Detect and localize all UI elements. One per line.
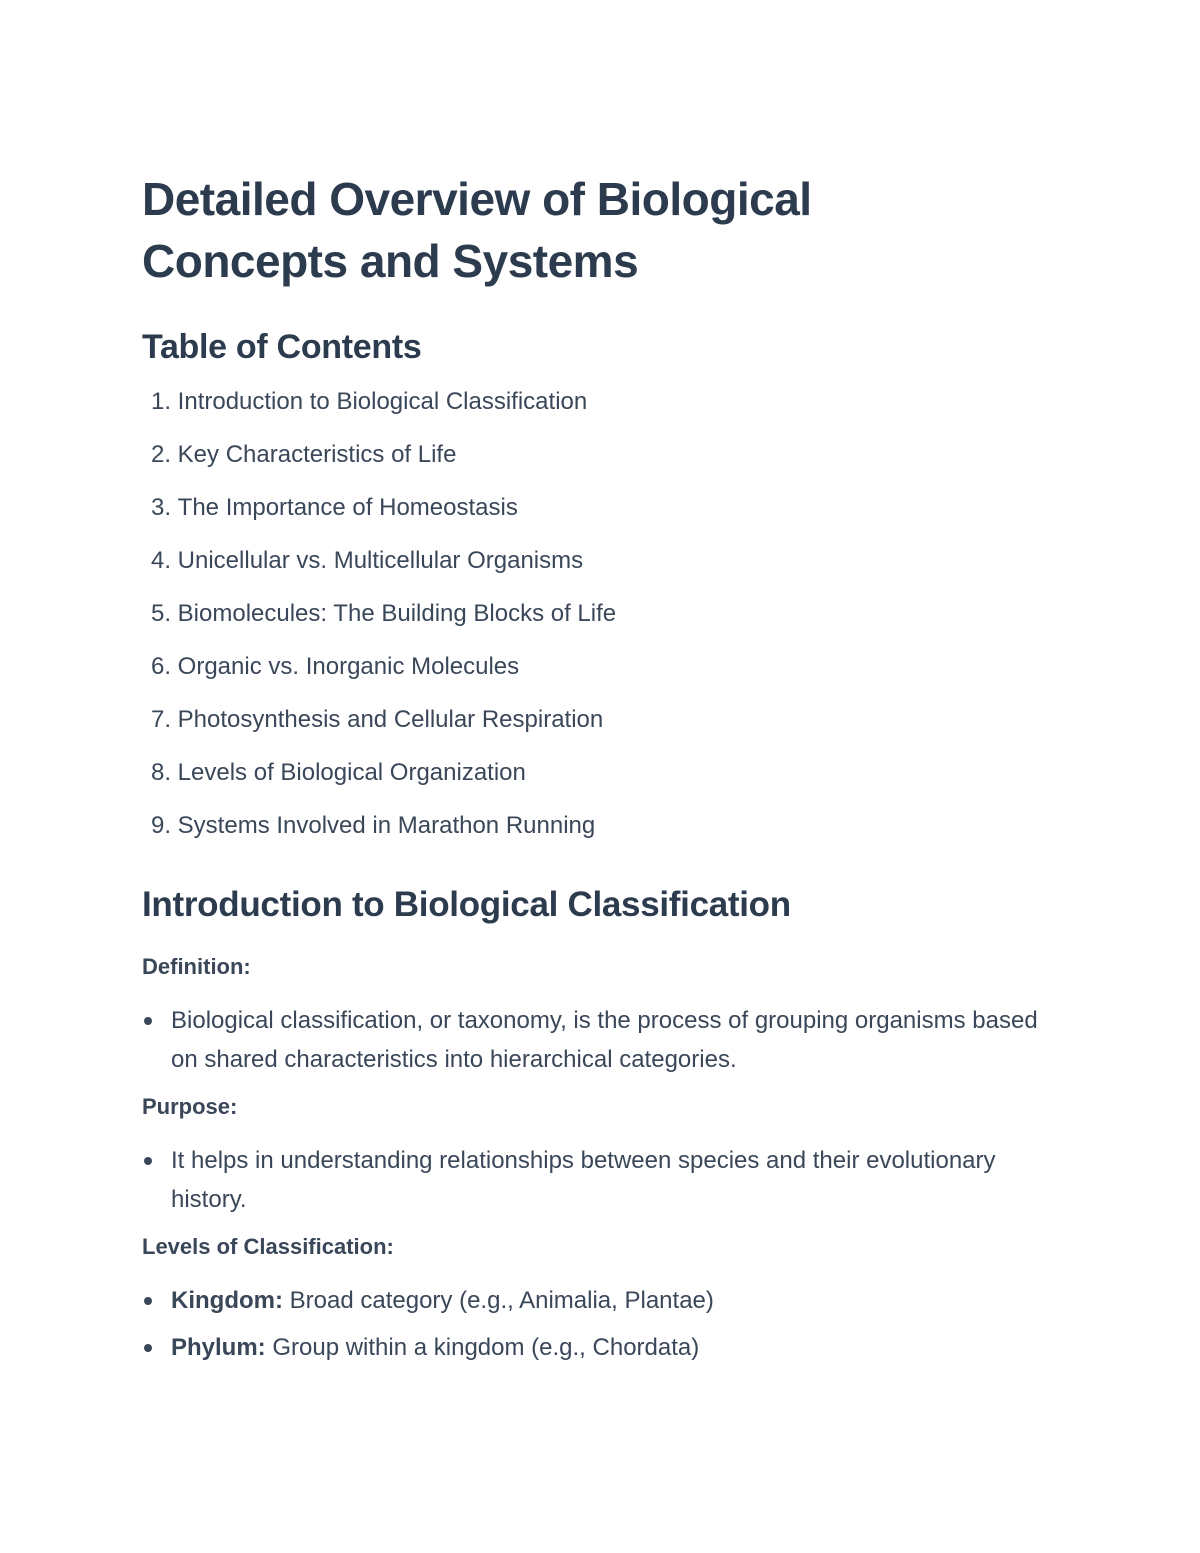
- toc-item-number: 8.: [150, 759, 171, 786]
- purpose-text: It helps in understanding relationships between species and their evolutionary history.: [171, 1147, 996, 1213]
- toc-item-number: 2.: [150, 441, 171, 468]
- document-title: [142, 168, 1062, 292]
- toc-item[interactable]: [142, 652, 1062, 705]
- toc-item-text: Key Characteristics of Life: [177, 441, 457, 468]
- level-description: Broad category (e.g., Animalia, Plantae): [282, 1287, 714, 1314]
- toc-item-number: 4.: [150, 547, 171, 574]
- toc-item-text: Unicellular vs. Multicellular Organisms: [177, 547, 584, 574]
- toc-item[interactable]: [142, 705, 1062, 758]
- toc-item-number: 7.: [150, 706, 171, 733]
- levels-label: Levels of Classification:: [142, 1234, 394, 1259]
- toc-item-number: 9.: [150, 812, 171, 839]
- definition-list: [142, 1001, 1062, 1079]
- toc-item[interactable]: [142, 599, 1062, 652]
- toc-item-text: Organic vs. Inorganic Molecules: [177, 653, 520, 680]
- toc-item-number: 5.: [150, 600, 171, 627]
- toc-item[interactable]: [142, 546, 1062, 599]
- bullet-icon: [144, 1344, 152, 1352]
- toc-item[interactable]: [142, 440, 1062, 493]
- toc-item[interactable]: [142, 758, 1062, 811]
- bullet-icon: [144, 1157, 152, 1165]
- levels-list: [142, 1281, 1062, 1367]
- title-line-2: Concepts and Systems: [142, 235, 639, 287]
- toc-item-text: The Importance of Homeostasis: [177, 494, 518, 521]
- toc-heading: Table of Contents: [142, 328, 422, 366]
- toc-item[interactable]: [142, 387, 1062, 440]
- definition-label: Definition:: [142, 954, 251, 979]
- title-line-1: Detailed Overview of Biological: [142, 173, 812, 225]
- list-item: [142, 1141, 1062, 1219]
- list-item: [142, 1001, 1062, 1079]
- toc-item-text: Systems Involved in Marathon Running: [177, 812, 596, 839]
- purpose-label: Purpose:: [142, 1094, 238, 1119]
- level-term: Kingdom:: [171, 1287, 283, 1314]
- toc-item-number: 3.: [150, 494, 171, 521]
- list-item: [142, 1281, 1062, 1320]
- bullet-icon: [144, 1297, 152, 1305]
- level-description: Group within a kingdom (e.g., Chordata): [265, 1334, 700, 1361]
- document-page: [142, 168, 1062, 1375]
- toc-item-number: 1.: [150, 388, 171, 415]
- toc-item[interactable]: [142, 493, 1062, 546]
- section-heading-classification: Introduction to Biological Classification: [142, 885, 791, 924]
- toc-item-text: Biomolecules: The Building Blocks of Life: [177, 600, 617, 627]
- purpose-list: [142, 1141, 1062, 1219]
- toc-item-text: Levels of Biological Organization: [177, 759, 526, 786]
- bullet-icon: [144, 1017, 152, 1025]
- toc-item[interactable]: [142, 811, 1062, 864]
- toc-item-number: 6.: [150, 653, 171, 680]
- toc-item-text: Introduction to Biological Classification: [177, 388, 588, 415]
- list-item: [142, 1328, 1062, 1367]
- table-of-contents: [142, 387, 1062, 864]
- toc-item-text: Photosynthesis and Cellular Respiration: [177, 706, 604, 733]
- level-term: Phylum:: [171, 1334, 266, 1361]
- definition-text: Biological classification, or taxonomy, is the process of grouping organisms based on shared characteristics into hierarchical categories.: [171, 1007, 1038, 1073]
